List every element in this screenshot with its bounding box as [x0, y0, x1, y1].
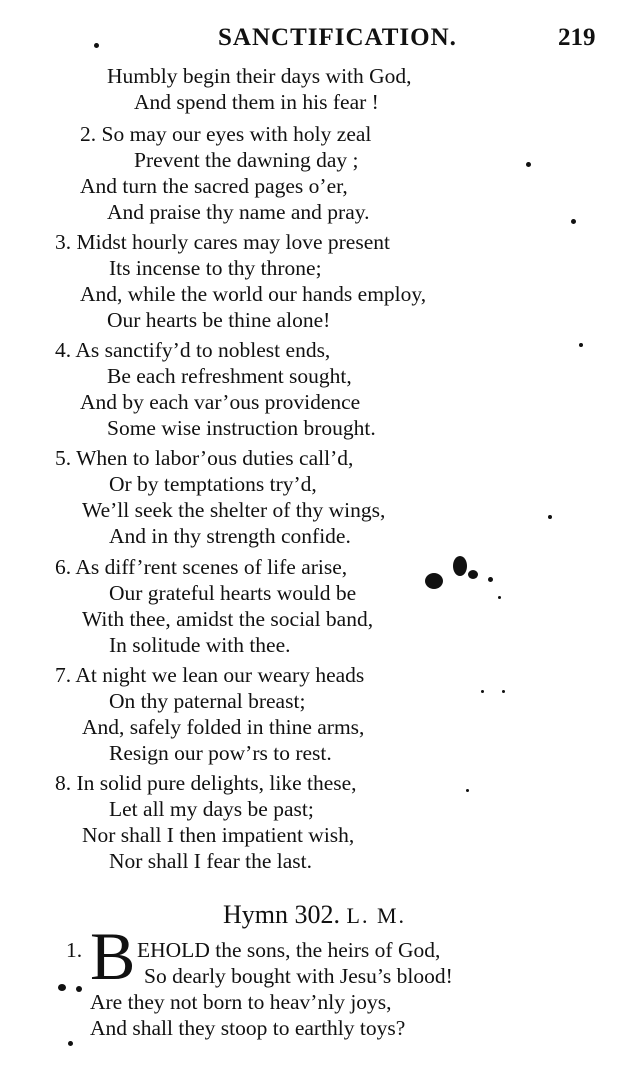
- stanza-number: 2.: [80, 122, 97, 146]
- ink-speck: [548, 515, 552, 519]
- verse-line: And, safely folded in thine arms,: [82, 715, 365, 739]
- verse-line: Are they not born to heav’nly joys,: [90, 990, 392, 1014]
- verse-line: Resign our pow’rs to rest.: [109, 741, 332, 765]
- stanza-5-line-1: [55, 445, 353, 471]
- verse-line: And turn the sacred pages o’er,: [80, 174, 348, 198]
- verse-line: And spend them in his fear !: [134, 90, 379, 114]
- stanza-6-line-1: [55, 554, 347, 580]
- verse-line: As diff’rent scenes of life arise,: [75, 555, 348, 579]
- ink-speck: [94, 43, 99, 48]
- stanza-4-line-1: [55, 337, 330, 363]
- verse-line: Our grateful hearts would be: [109, 581, 357, 605]
- verse-line: And praise thy name and pray.: [107, 200, 370, 224]
- hymn-title: Hymn 302.: [223, 900, 340, 929]
- ink-speck: [466, 789, 469, 792]
- verse-line: As sanctify’d to noblest ends,: [75, 338, 331, 362]
- stanza-number: 5.: [55, 446, 72, 470]
- verse-line: And, while the world our hands employ,: [80, 282, 427, 306]
- verse-line: And shall they stoop to earthly toys?: [90, 1016, 406, 1040]
- ink-speck: [481, 690, 484, 693]
- verse-line: Its incense to thy throne;: [109, 256, 322, 280]
- stanza-7-line-1: [55, 662, 364, 688]
- verse-line: And in thy strength confide.: [109, 524, 351, 548]
- stanza-2-line-1: [80, 121, 371, 147]
- verse-line: EHOLD the sons, the heirs of God,: [137, 938, 441, 962]
- verse-line: Nor shall I fear the last.: [109, 849, 312, 873]
- drop-cap: B: [90, 918, 136, 994]
- stanza-number: 6.: [55, 555, 72, 579]
- verse-line: With thee, amidst the social band,: [82, 607, 374, 631]
- ink-blot: [453, 556, 467, 576]
- verse-line: In solitude with thee.: [109, 633, 291, 657]
- ink-speck: [502, 690, 505, 693]
- verse-line: At night we lean our weary heads: [75, 663, 365, 687]
- stanza-3-line-1: [55, 229, 390, 255]
- verse-line: Our hearts be thine alone!: [107, 308, 331, 332]
- stanza-8-line-1: [55, 770, 357, 796]
- verse-line: Nor shall I then impatient wish,: [82, 823, 355, 847]
- stanza-number: 7.: [55, 663, 72, 687]
- verse-line: We’ll seek the shelter of thy wings,: [82, 498, 386, 522]
- verse-line: Some wise instruction brought.: [107, 416, 376, 440]
- ink-speck: [68, 1041, 73, 1046]
- verse-line: Humbly begin their days with God,: [107, 64, 412, 88]
- hymn-heading: [223, 900, 406, 930]
- verse-line: Prevent the dawning day ;: [134, 148, 359, 172]
- ink-speck: [76, 986, 82, 992]
- verse-line: When to labor’ous duties call’d,: [76, 446, 354, 470]
- verse-line: On thy paternal breast;: [109, 689, 306, 713]
- stanza-number: 8.: [55, 771, 72, 795]
- page-number: 219: [558, 24, 596, 51]
- verse-line: Midst hourly cares may love present: [76, 230, 390, 254]
- verse-line: And by each var’ous providence: [80, 390, 361, 414]
- ink-speck: [58, 984, 66, 991]
- hymn-meter: L. M.: [346, 903, 406, 928]
- page-header: [0, 24, 640, 58]
- verse-line: Be each refreshment sought,: [107, 364, 352, 388]
- ink-blot: [425, 573, 443, 589]
- verse-line: Or by temptations try’d,: [109, 472, 317, 496]
- hymn302-stanza-number: 1.: [66, 938, 83, 962]
- ink-blot: [468, 570, 478, 579]
- ink-speck: [579, 343, 583, 347]
- ink-speck: [571, 219, 576, 224]
- ink-speck: [498, 596, 501, 599]
- stanza-number: 4.: [55, 338, 72, 362]
- verse-line: In solid pure delights, like these,: [76, 771, 357, 795]
- verse-line: Let all my days be past;: [109, 797, 314, 821]
- running-title: SANCTIFICATION.: [218, 24, 457, 51]
- verse-line: So dearly bought with Jesu’s blood!: [144, 964, 453, 988]
- ink-speck: [488, 577, 493, 582]
- ink-speck: [526, 162, 531, 167]
- verse-line: So may our eyes with holy zeal: [101, 122, 372, 146]
- stanza-number: 3.: [55, 230, 72, 254]
